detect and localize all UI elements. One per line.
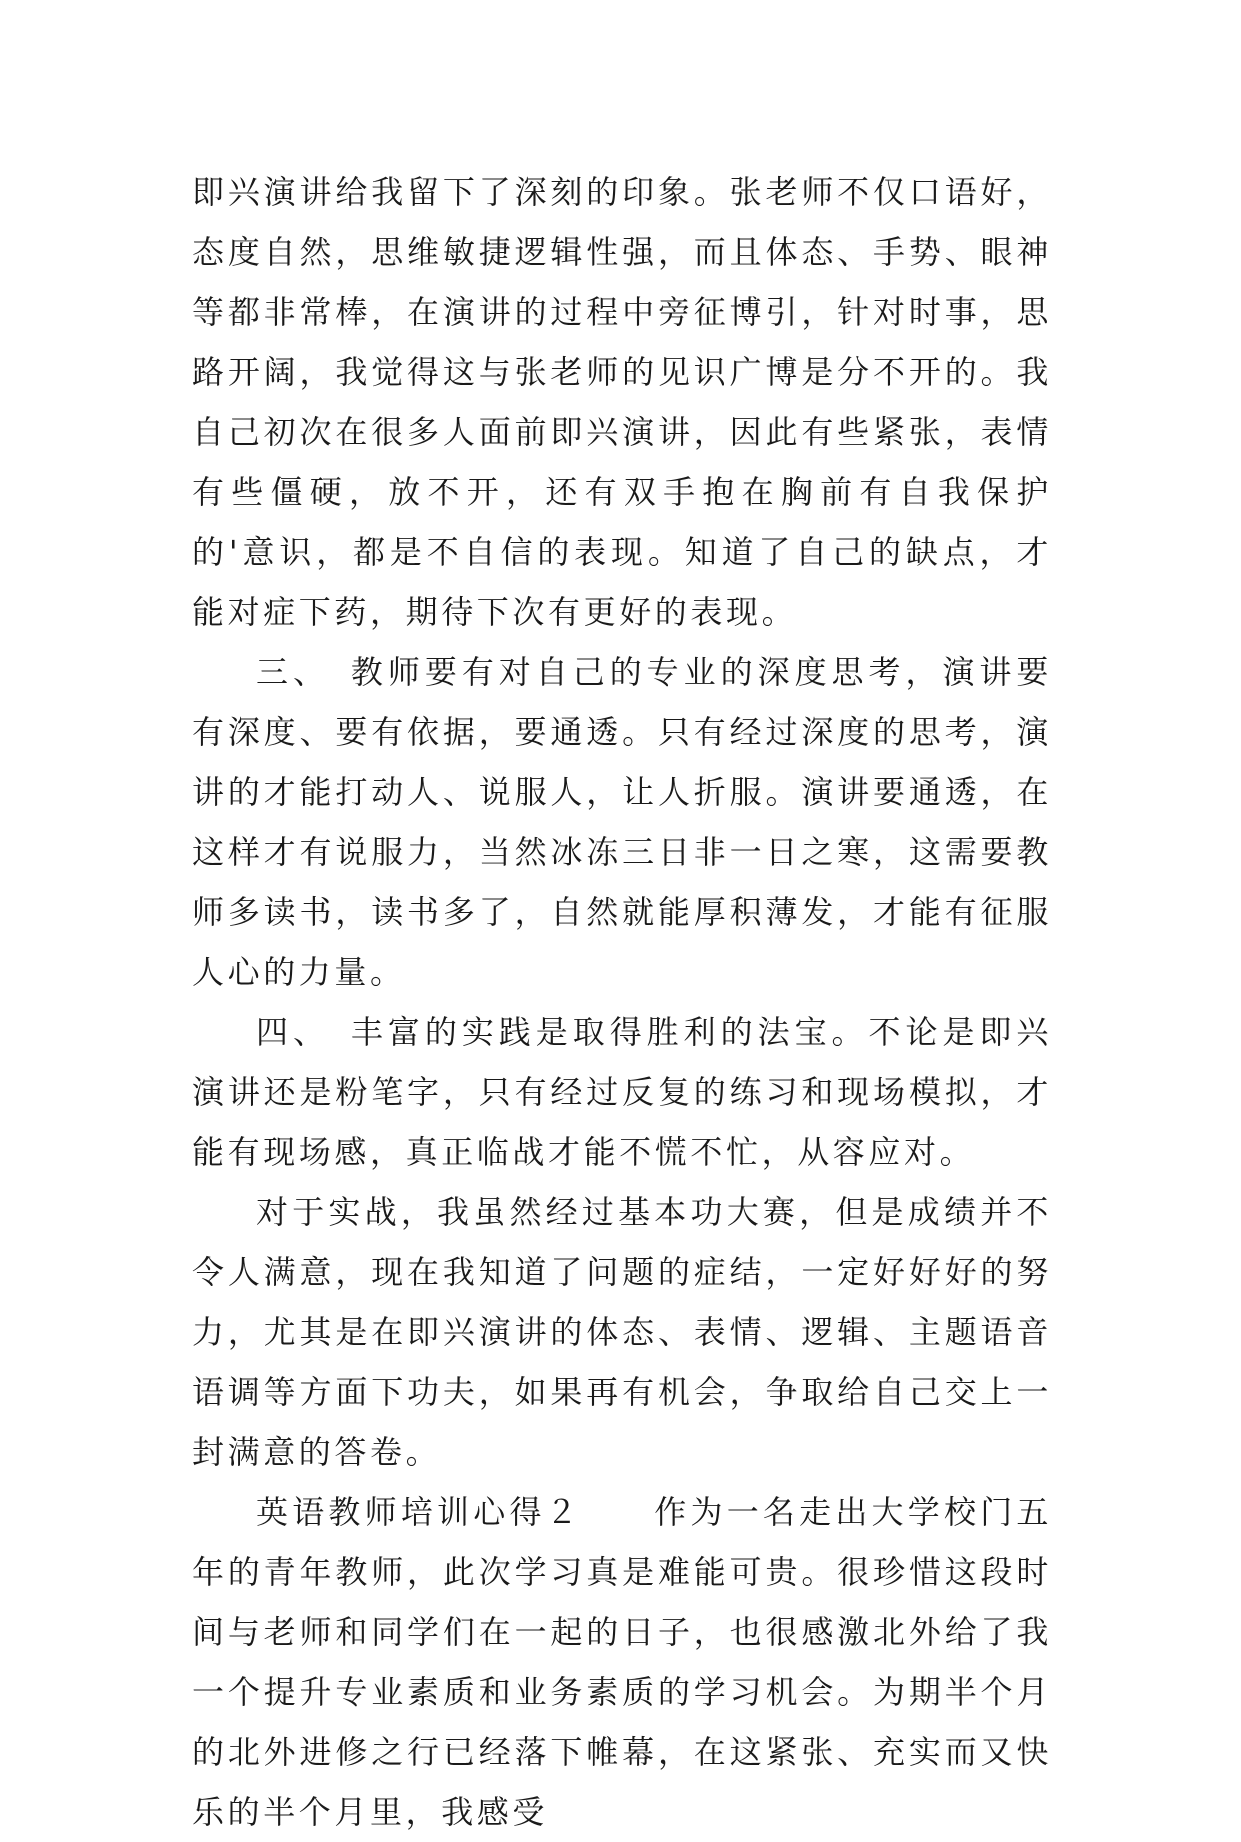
paragraph-impromptu-speech: 即兴演讲给我留下了深刻的印象。张老师不仅口语好，态度自然，思维敏捷逻辑性强，而且体态、手势、眼神等都非常棒，在演讲的过程中旁征博引，针对时事，思路开阔，我觉得这与张老师的见识广博是分不开的。我自己初次在很多人面前即兴演讲，因此有些紧张，表情有些僵硬，放不开，还有双手抱在胸前有自我保护的'意识，都是不自信的表现。知道了自己的缺点，才能对症下药，期待下次有更好的表现。 [192,173,1052,631]
paragraph-point-three: 三、 教师要有对自己的专业的深度思考，演讲要有深度、要有依据，要通透。只有经过深度的思考，演讲的才能打动人、说服人，让人折服。演讲要通透，在这样才有说服力，当然冰冻三日非一日之寒，这需要教师多读书，读书多了，自然就能厚积薄发，才能有征服人心的力量。 [192,653,1052,991]
document-body [192,162,1052,1842]
paragraph-training-reflection-2: 英语教师培训心得２ 作为一名走出大学校门五年的青年教师，此次学习真是难能可贵。很珍惜这段时间与老师和同学们在一起的日子，也很感激北外给了我一个提升专业素质和业务素质的学习机会。为期半个月的北外进修之行已经落下帷幕，在这紧张、充实而又快乐的半个月里，我感受 [192,1493,1052,1831]
paragraph-practice: 对于实战，我虽然经过基本功大赛，但是成绩并不令人满意，现在我知道了问题的症结，一定好好好的努力，尤其是在即兴演讲的体态、表情、逻辑、主题语音语调等方面下功夫，如果再有机会，争取给自己交上一封满意的答卷。 [192,1193,1052,1471]
paragraph-point-four: 四、 丰富的实践是取得胜利的法宝。不论是即兴演讲还是粉笔字，只有经过反复的练习和现场模拟，才能有现场感，真正临战才能不慌不忙，从容应对。 [192,1013,1052,1171]
